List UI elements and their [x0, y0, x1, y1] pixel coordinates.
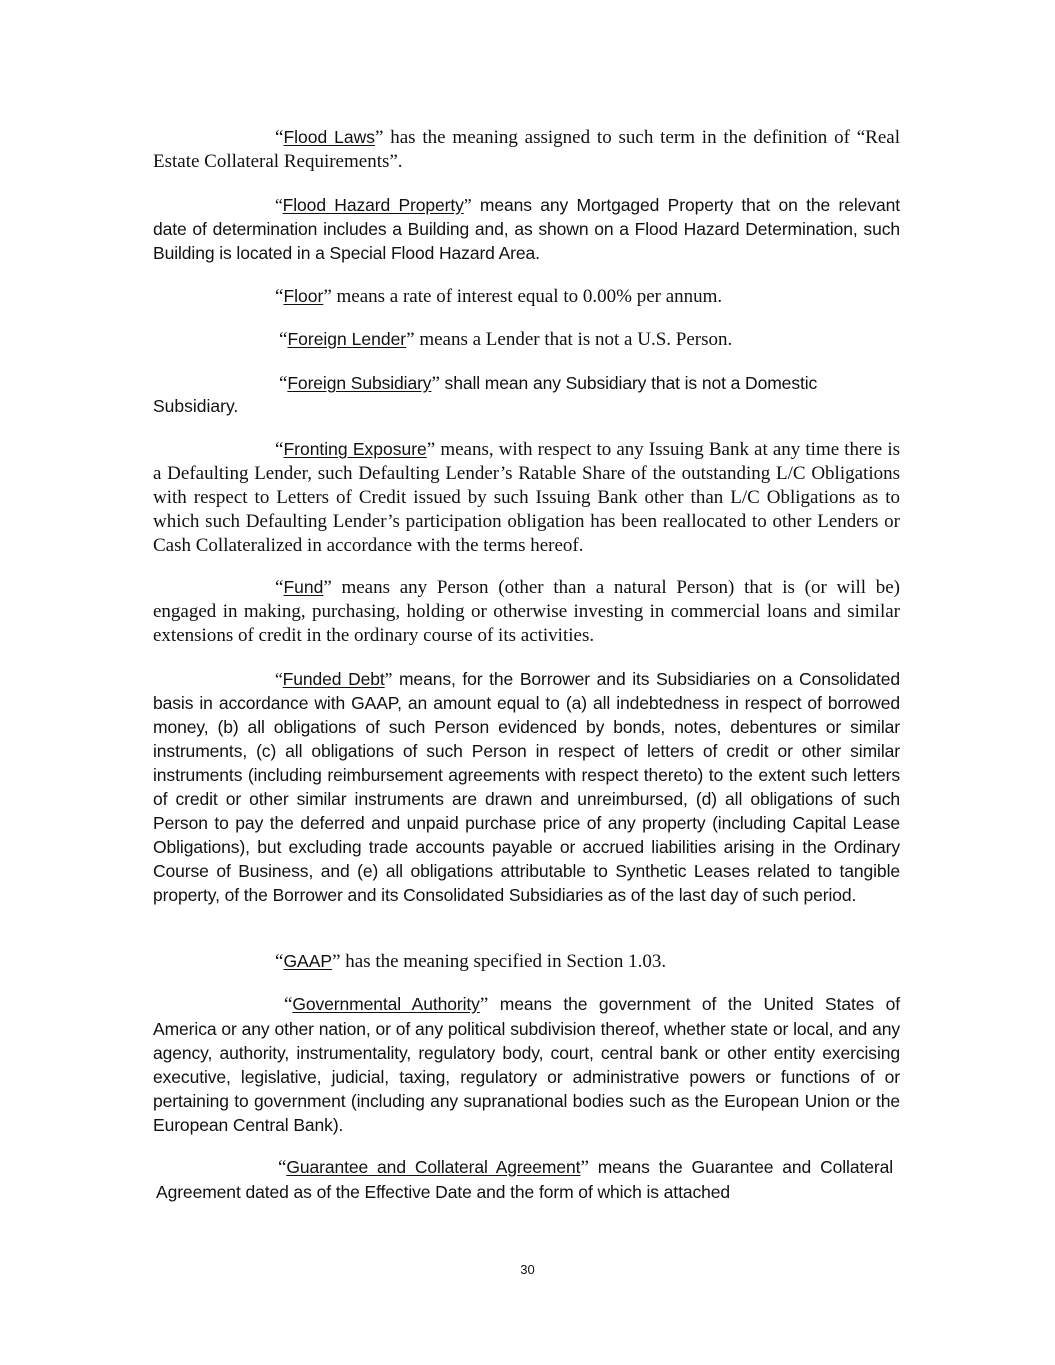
definition-flood-hazard-property: “Flood Hazard Property” means any Mortgaged Property that on the relevant date of determination includes a Building and, as shown on a Flood Hazard Determination, such Building is located in a Special Flood Hazard Area.: [153, 195, 900, 263]
term-foreign-subsidiary: Foreign Subsidiary: [287, 373, 432, 393]
definition-gaap-text: has the meaning specified in Section 1.03.: [340, 951, 667, 972]
term-foreign-lender: Foreign Lender: [287, 329, 407, 349]
term-guarantee-and-collateral-agreement: Guarantee and Collateral Agreement: [286, 1157, 581, 1177]
page-number: 30: [520, 1262, 535, 1277]
definition-fronting-exposure-text: means, with respect to any Issuing Bank at any time there is a Defaulting Lender, such Defaulting Lender’s Ratable Share of the outstanding L/C Obligations with respect to Letters of Credit issued by such Issuing Bank other than L/C Obligations as to which such Defaulting Lender’s participation obligation has been reallocated to other Lenders or Cash Collateralized in accordance with the terms hereof.: [153, 439, 900, 556]
definition-floor-text: means a rate of interest equal to 0.00% per annum.: [331, 286, 723, 307]
term-flood-hazard-property: Flood Hazard Property: [282, 195, 464, 215]
definition-foreign-subsidiary-text: shall mean any Subsidiary that is not a Domestic: [439, 373, 818, 393]
definition-fund-text: means any Person (other than a natural Person) that is (or will be) engaged in making, purchasing, holding or otherwise investing in commercial loans and similar extensions of credit in the ordinary course of its activities.: [153, 577, 900, 646]
definition-foreign-subsidiary-continuation: Subsidiary.: [153, 396, 239, 416]
definition-fronting-exposure: “Fronting Exposure” means, with respect to any Issuing Bank at any time there is a Defaulting Lender, such Defaulting Lender’s Ratable Share of the outstanding L/C Obligations with respect to Letters of Credit issued by such Issuing Bank other than L/C Obligations as to which such Defaulting Lender’s participation obligation has been reallocated to other Lenders or Cash Collateralized in accordance with the terms hereof.: [153, 439, 900, 556]
term-floor: Floor: [283, 286, 324, 306]
definition-flood-hazard-property-text: means any Mortgaged Property that on the relevant date of determination includes a Building and, as shown on a Flood Hazard Determination, such Building is located in a Special Flood Hazard Area.: [153, 195, 900, 263]
definition-guarantee-and-collateral-agreement-text: means the Guarantee and Collateral Agreement dated as of the Effective Date and the form of which is attached: [156, 1157, 893, 1202]
term-governmental-authority: Governmental Authority: [292, 994, 480, 1014]
definition-gaap: “GAAP” has the meaning specified in Section 1.03.: [275, 951, 667, 972]
definition-funded-debt: “Funded Debt” means, for the Borrower and its Subsidiaries on a Consolidated basis in accordance with GAAP, an amount equal to (a) all indebtedness in respect of borrowed money, (b) all obligations of such Person evidenced by bonds, notes, debentures or similar instruments, (c) all obligations of such Person in respect of letters of credit or other similar instruments (including reimbursement agreements with respect thereto) to the extent such letters of credit or other similar instruments are drawn and unreimbursed, (d) all obligations of such Person to pay the deferred and unpaid purchase price of any property (including Capital Lease Obligations), but excluding trade accounts payable or accrued liabilities arising in the Ordinary Course of Business, and (e) all obligations attributable to Synthetic Leases related to tangible property, of the Borrower and its Consolidated Subsidiaries as of the last day of such period.: [153, 669, 900, 905]
term-fronting-exposure: Fronting Exposure: [283, 439, 427, 459]
definition-flood-laws-text: has the meaning assigned to such term in the definition of “Real Estate Collateral Requirements”.: [153, 127, 900, 172]
term-gaap: GAAP: [283, 951, 333, 971]
definition-fund: “Fund” means any Person (other than a natural Person) that is (or will be) engaged in making, purchasing, holding or otherwise investing in commercial loans and similar extensions of credit in the ordinary course of its activities.: [153, 577, 900, 646]
term-flood-laws: Flood Laws: [283, 127, 375, 147]
definition-flood-laws: “Flood Laws” has the meaning assigned to such term in the definition of “Real Estate Collateral Requirements”.: [153, 127, 900, 172]
definition-foreign-lender-text: means a Lender that is not a U.S. Person.: [414, 329, 733, 350]
term-fund: Fund: [283, 577, 324, 597]
definition-guarantee-and-collateral-agreement: “Guarantee and Collateral Agreement” means the Guarantee and Collateral Agreement dated as of the Effective Date and the form of which is attached: [156, 1157, 893, 1202]
definition-foreign-lender: “Foreign Lender” means a Lender that is not a U.S. Person.: [279, 329, 733, 350]
definition-funded-debt-text: means, for the Borrower and its Subsidiaries on a Consolidated basis in accordance with GAAP, an amount equal to (a) all indebtedness in respect of borrowed money, (b) all obligations of such Person evidenced by bonds, notes, debentures or similar instruments, (c) all obligations of such Person in respect of letters of credit or other similar instruments (including reimbursement agreements with respect thereto) to the extent such letters of credit or other similar instruments are drawn and unreimbursed, (d) all obligations of such Person to pay the deferred and unpaid purchase price of any property (including Capital Lease Obligations), but excluding trade accounts payable or accrued liabilities arising in the Ordinary Course of Business, and (e) all obligations attributable to Synthetic Leases related to tangible property, of the Borrower and its Consolidated Subsidiaries as of the last day of such period.: [153, 669, 900, 905]
definition-foreign-subsidiary: “Foreign Subsidiary” shall mean any Subsidiary that is not a Domestic: [279, 373, 818, 394]
definition-governmental-authority: “Governmental Authority” means the government of the United States of America or any other nation, or of any political subdivision thereof, whether state or local, and any agency, authority, instrumentality, regulatory body, court, central bank or other entity exercising executive, legislative, judicial, taxing, regulatory or administrative powers or functions of or pertaining to government (including any supranational bodies such as the European Union or the European Central Bank).: [153, 994, 900, 1135]
term-funded-debt: Funded Debt: [282, 669, 385, 689]
definition-floor: “Floor” means a rate of interest equal to 0.00% per annum.: [275, 286, 723, 307]
definition-governmental-authority-text: means the government of the United States of America or any other nation, or of any political subdivision thereof, whether state or local, and any agency, authority, instrumentality, regulatory body, court, central bank or other entity exercising executive, legislative, judicial, taxing, regulatory or administrative powers or functions of or pertaining to government (including any supranational bodies such as the European Union or the European Central Bank).: [153, 994, 900, 1135]
